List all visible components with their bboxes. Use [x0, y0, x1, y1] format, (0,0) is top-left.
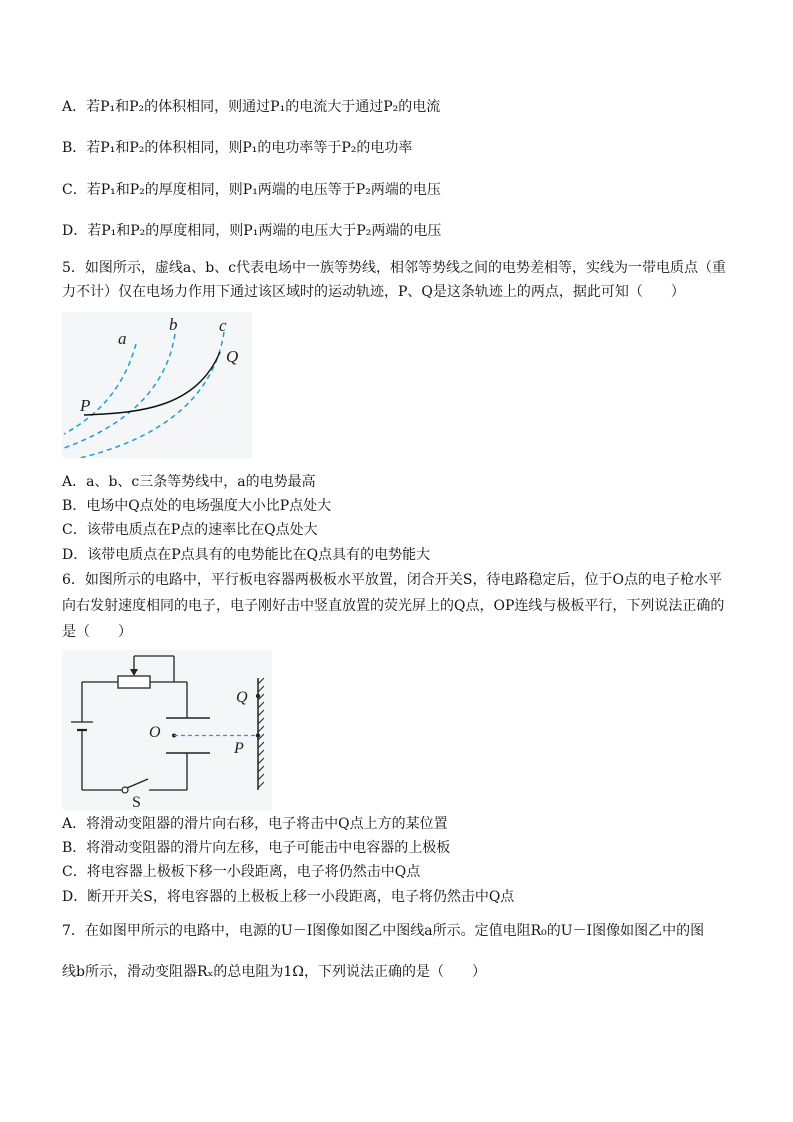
q5-stem-line2: 力不计）仅在电场力作用下通过该区域时的运动轨迹，P、Q是这条轨迹上的两点，据此可知（ ）	[62, 284, 685, 300]
q5-option-b: B．电场中Q点处的电场强度大小比P点处大	[62, 498, 332, 514]
label-b: b	[169, 315, 178, 334]
q4-option-c: C．若P₁和P₂的厚度相同，则P₁两端的电压等于P₂两端的电压	[62, 182, 441, 198]
q6-circuit-figure	[62, 650, 272, 810]
q5-option-d: D．该带电质点在P点具有的电势能比在Q点具有的电势能大	[62, 547, 431, 563]
label-a: a	[118, 329, 127, 348]
point-p	[256, 733, 260, 737]
q6-option-d: D．断开开关S，将电容器的上极板上移一小段距离，电子将仍然击中Q点	[62, 889, 515, 905]
q6-option-c: C．将电容器上极板下移一小段距离，电子将仍然击中Q点	[62, 864, 421, 880]
label-q: Q	[236, 689, 248, 706]
label-p: P	[80, 396, 91, 415]
q6-option-b: B．将滑动变阻器的滑片向左移，电子可能击中电容器的上极板	[62, 840, 451, 856]
q6-stem-line3: 是（ ）	[62, 624, 132, 640]
rheostat	[118, 676, 150, 688]
label-c: c	[219, 316, 227, 335]
q5-stem-line1: 5．如图所示，虚线a、b、c代表电场中一族等势线，相邻等势线之间的电势差相等，实线为一带电质点（重	[62, 260, 727, 276]
q7-stem-line1: 7．在如图甲所示的电路中，电源的U－I图像如图乙中图线a所示。定值电阻R₀的U－I图像如图乙中的图	[62, 923, 705, 939]
q6-option-a: A．将滑动变阻器的滑片向右移，电子将击中Q点上方的某位置	[62, 816, 448, 832]
label-s: S	[132, 794, 141, 810]
q5-option-c: C．该带电质点在P点的速率比在Q点处大	[62, 522, 318, 538]
q7-stem-line2: 线b所示，滑动变阻器Rₓ的总电阻为1Ω，下列说法正确的是（ ）	[62, 964, 486, 980]
point-q	[256, 694, 260, 698]
q4-option-a: A．若P₁和P₂的体积相同，则通过P₁的电流大于通过P₂的电流	[62, 99, 441, 115]
q4-option-d: D．若P₁和P₂的厚度相同，则P₁两端的电压大于P₂两端的电压	[62, 223, 442, 239]
q6-stem-line2: 向右发射速度相同的电子，电子刚好击中竖直放置的荧光屏上的Q点，OP连线与极板平行，下列说法正确的	[62, 598, 725, 614]
q5-equipotential-figure	[62, 312, 252, 458]
q5-option-a: A．a、b、c三条等势线中，a的电势最高	[62, 474, 316, 490]
label-q: Q	[226, 347, 239, 366]
q4-option-b: B．若P₁和P₂的体积相同，则P₁的电功率等于P₂的电功率	[62, 140, 413, 156]
label-o: O	[149, 724, 161, 741]
q6-stem-line1: 6．如图所示的电路中，平行板电容器两极板水平放置，闭合开关S，待电路稳定后，位于O点的电子枪水平	[62, 572, 722, 588]
label-p: P	[234, 740, 244, 757]
